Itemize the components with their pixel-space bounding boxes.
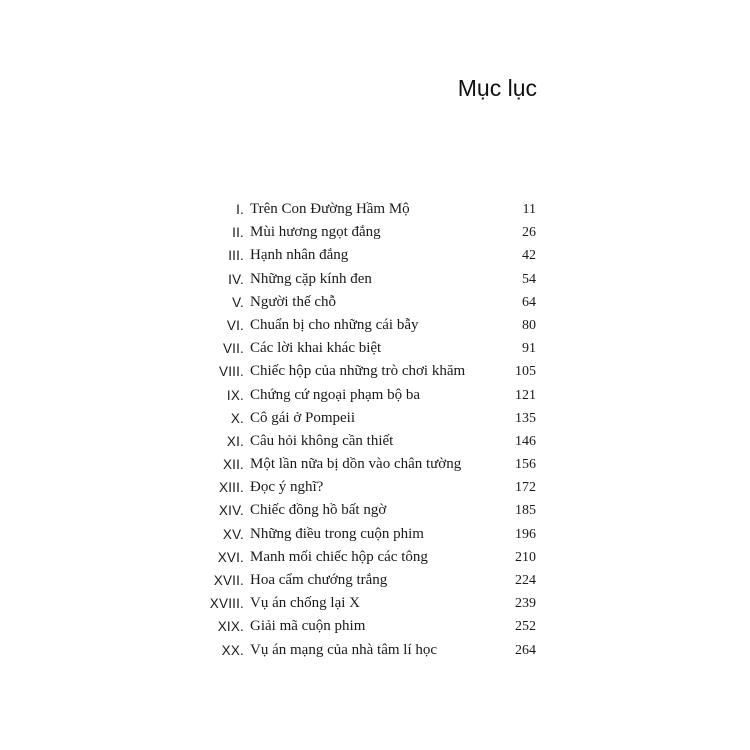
page-number: 264 — [515, 642, 536, 658]
page-number: 252 — [515, 619, 536, 635]
chapter-title: Chiếc hộp của những trò chơi khăm — [250, 363, 466, 380]
table-of-contents — [0, 198, 750, 662]
toc-entry — [0, 337, 750, 360]
page-number: 26 — [522, 225, 536, 241]
toc-entry — [0, 291, 750, 314]
page-number: 210 — [515, 549, 536, 565]
chapter-number: V. — [232, 294, 244, 310]
toc-entry — [0, 476, 750, 499]
chapter-title: Giải mã cuộn phim — [250, 618, 366, 635]
toc-entry — [0, 615, 750, 638]
chapter-title: Câu hỏi không cần thiết — [250, 432, 394, 449]
page-number: 54 — [522, 271, 536, 287]
toc-entry — [0, 384, 750, 407]
chapter-title: Đọc ý nghĩ? — [250, 479, 324, 496]
toc-entry — [0, 268, 750, 291]
toc-entry — [0, 430, 750, 453]
chapter-number: IV. — [228, 271, 244, 287]
chapter-number: VIII. — [218, 364, 244, 380]
chapter-title: Trên Con Đường Hầm Mộ — [250, 201, 410, 217]
chapter-title: Hoa cẩm chướng trắng — [250, 572, 388, 588]
toc-entry — [0, 453, 750, 476]
page-number: 121 — [515, 387, 536, 403]
chapter-title: Manh mối chiếc hộp các tông — [250, 548, 428, 565]
chapter-number: I. — [236, 202, 244, 217]
chapter-title: Vụ án chống lại X — [250, 595, 360, 612]
toc-entry — [0, 523, 750, 546]
chapter-number: VII. — [222, 341, 244, 357]
page-number: 156 — [515, 457, 536, 473]
toc-entry — [0, 569, 750, 592]
chapter-number: XVIII. — [209, 596, 244, 612]
page-number: 91 — [522, 341, 536, 357]
chapter-title: Chứng cứ ngoại phạm bộ ba — [250, 386, 420, 403]
chapter-title: Cô gái ở Pompeii — [250, 409, 356, 426]
toc-entry — [0, 221, 750, 244]
chapter-title: Hạnh nhân đắng — [250, 247, 349, 264]
toc-entry — [0, 546, 750, 569]
chapter-number: XI. — [226, 433, 244, 449]
chapter-title: Một lần nữa bị dồn vào chân tường — [250, 456, 462, 473]
toc-entry — [0, 314, 750, 337]
chapter-title: Những cặp kính đen — [250, 270, 372, 287]
toc-entry — [0, 499, 750, 522]
chapter-title: Vụ án mạng của nhà tâm lí học — [250, 641, 438, 658]
chapter-number: XVI. — [217, 549, 244, 565]
page-number: 239 — [515, 596, 536, 612]
chapter-number: XIII. — [218, 480, 244, 496]
page-number: 105 — [515, 364, 536, 380]
chapter-number: XX. — [221, 642, 244, 658]
chapter-title: Những điều trong cuộn phim — [250, 525, 424, 542]
page-number: 196 — [515, 526, 536, 542]
page-title: Mục lục — [457, 75, 537, 101]
chapter-number: VI. — [226, 317, 244, 333]
chapter-number: X. — [230, 410, 244, 426]
toc-entry — [0, 639, 750, 662]
page-number: 185 — [515, 503, 536, 519]
toc-entry — [0, 244, 750, 267]
page-number: 42 — [522, 248, 536, 264]
chapter-title: Các lời khai khác biệt — [250, 340, 382, 357]
toc-entry — [0, 407, 750, 430]
chapter-title: Chiếc đồng hồ bất ngờ — [250, 502, 387, 519]
chapter-number: III. — [228, 248, 244, 264]
page-number: 11 — [522, 202, 536, 217]
chapter-title: Chuẩn bị cho những cái bẫy — [250, 316, 419, 333]
page-number: 224 — [515, 573, 536, 588]
toc-entry — [0, 592, 750, 615]
chapter-number: IX. — [226, 387, 244, 403]
chapter-number: XII. — [222, 457, 244, 473]
page-number: 146 — [515, 433, 536, 449]
chapter-number: XIV. — [218, 503, 244, 519]
page-number: 80 — [522, 317, 536, 333]
page-number: 64 — [522, 294, 536, 310]
page-number: 172 — [515, 480, 536, 496]
toc-entry — [0, 360, 750, 383]
page-number: 135 — [515, 410, 536, 426]
chapter-number: XV. — [222, 526, 244, 542]
chapter-number: II. — [232, 225, 244, 241]
chapter-title: Mùi hương ngọt đắng — [250, 224, 381, 241]
chapter-title: Người thế chỗ — [250, 293, 337, 310]
toc-entry — [0, 198, 750, 221]
chapter-number: XVII. — [213, 573, 244, 588]
chapter-number: XIX. — [217, 619, 244, 635]
